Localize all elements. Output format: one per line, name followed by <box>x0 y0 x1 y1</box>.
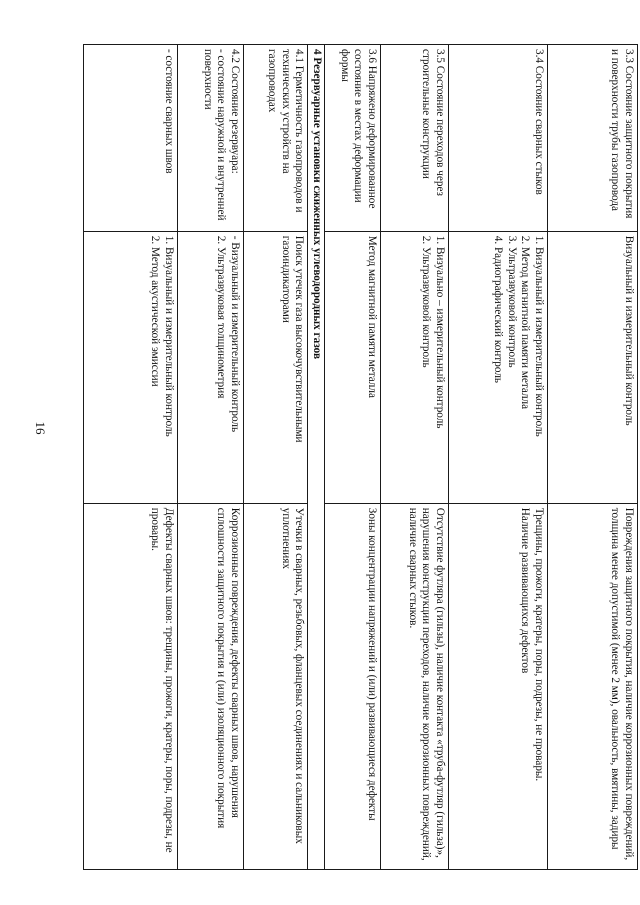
cell-method: Метод магнитной памяти металла <box>324 231 380 503</box>
table-row <box>547 45 637 870</box>
method-line: 4. Радиографический контроль <box>491 235 504 384</box>
cell-defects: Зоны концентрации напряжений и (или) развивающиеся дефекты <box>324 503 380 869</box>
table-row <box>448 45 547 870</box>
method-line: 1. Визуальный и измерительный контроль <box>163 235 176 437</box>
cell-item: 3.6 Напряжено деформированное состояние в местах деформации формы <box>324 45 380 232</box>
cell-item: 3.4 Состояние сварных стыков <box>448 45 547 232</box>
cell-item: 3.3 Состояние защитного покрытия и поверхности трубы газопровода <box>547 45 637 232</box>
cell-defects: Коррозионные повреждения, дефекты сварных швов, нарушения сплошности защитного покрытия и (или) изоляционного покрытия <box>178 503 244 869</box>
section-title: 4 Резервуарные установки сжиженных углеводородных газов <box>308 45 325 870</box>
cell-method <box>178 231 244 503</box>
cell-method: Поиск утечек газа высокочувствительными газоиндикаторами <box>244 231 308 503</box>
method-line: 3. Ультразвуковой контроль <box>505 235 518 368</box>
item-line: 4.2 Состояние резервуара: <box>229 49 242 174</box>
defect-line: Наличие развивающихся дефектов <box>519 507 532 674</box>
cell-defects: Повреждения защитного покрытия, наличие коррозионных повреждений, толщина менее допустимой (менее 2 мм), овальность, вмятины, задиры <box>547 503 637 869</box>
section-header-row <box>308 45 325 870</box>
method-line: - Визуальный и измерительный контроль <box>229 235 242 433</box>
cell-item: 3.5 Состояние переходов через строительные конструкции <box>380 45 448 232</box>
cell-method <box>84 231 178 503</box>
inspection-table <box>83 44 638 870</box>
table-row <box>84 45 178 870</box>
table-row <box>324 45 380 870</box>
method-line: 2. Метод акустической эмиссии <box>149 235 162 387</box>
rotated-table-wrapper <box>83 44 638 870</box>
method-line: 1. Визуальный и измерительный контроль <box>532 235 545 437</box>
cell-item: 4.1 Герметичность газопроводов и технических устройств на газопроводах <box>244 45 308 232</box>
method-line: 2. Метод магнитной памяти металла <box>519 235 532 410</box>
table-row <box>244 45 308 870</box>
method-line: 1. Визуально – измерительный контроль <box>433 235 446 429</box>
method-line: 2. Ультразвуковая толщинометрия <box>215 235 228 399</box>
cell-defects: Дефекты сварных швов: трещины, прожоги, кратеры, поры, подрезы, не провары. <box>84 503 178 869</box>
item-line: - состояние наружной и внутренней поверхности <box>201 49 228 221</box>
table-row <box>380 45 448 870</box>
page-number: 16 <box>33 421 48 435</box>
table-row <box>178 45 244 870</box>
cell-item <box>178 45 244 232</box>
cell-defects: Отсутствие футляра (гильзы), наличие контакта «труба-футляр (гильза)», нарушения конструкции переходов, наличие коррозионных повреждений, наличие сварных стыков. <box>380 503 448 869</box>
cell-defects <box>448 503 547 869</box>
cell-method: Визуальный и измерительный контроль <box>547 231 637 503</box>
cell-method <box>380 231 448 503</box>
cell-defects: Утечки в сварных, резьбовых, фланцевых соединениях и сальниковых уплотнениях <box>244 503 308 869</box>
cell-method <box>448 231 547 503</box>
cell-item: - состояние сварных швов <box>84 45 178 232</box>
method-line: 2. Ультразвуковой контроль <box>420 235 433 368</box>
defect-line: Трещины, прожоги, кратеры, поры, подрезы, не провары. <box>532 507 545 782</box>
